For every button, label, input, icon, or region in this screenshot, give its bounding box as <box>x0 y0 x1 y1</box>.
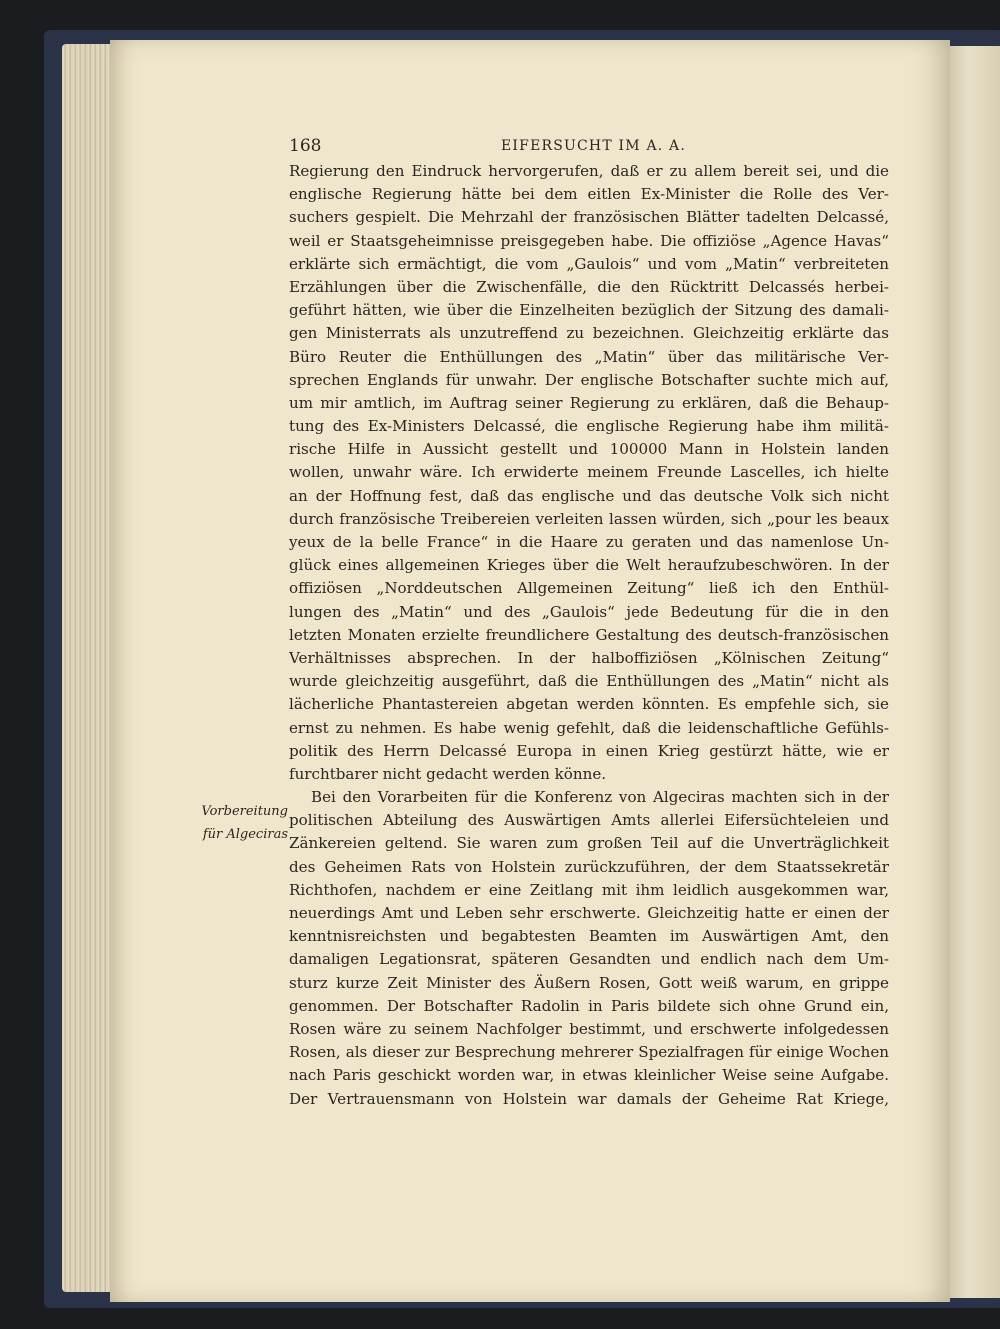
text-line: Richthofen, nachdem er eine Zeitlang mit ihm leidlich ausgekommen war, <box>289 880 889 899</box>
text-line: tung des Ex-Ministers Delcassé, die englische Regierung habe ihm militä- <box>289 417 889 436</box>
text-line: neuerdings Amt und Leben sehr erschwerte. Gleichzeitig hatte er einen der <box>289 904 889 922</box>
text-line: Büro Reuter die Enthüllungen des „Matin“ über das militärische Ver- <box>289 347 889 366</box>
text-line: sprechen Englands für unwahr. Der englische Botschafter suchte mich auf, <box>289 370 889 389</box>
text-line: nach Paris geschickt worden war, in etwas kleinlicher Weise seine Aufgabe. <box>289 1066 889 1085</box>
text-line: sturz kurze Zeit Minister des Äußern Rosen, Gott weiß warum, en grippe <box>289 973 889 992</box>
text-line: ernst zu nehmen. Es habe wenig gefehlt, daß die leidenschaftliche Gefühls- <box>289 718 889 737</box>
text-line: weil er Staatsgeheimnisse preisgegeben habe. Die offiziöse „Agence Havas“ <box>289 231 889 250</box>
text-line: um mir amtlich, im Auftrag seiner Regierung zu erklären, daß die Behaup- <box>289 393 889 412</box>
text-line: Verhältnisses absprechen. In der halboffiziösen „Kölnischen Zeitung“ <box>289 648 889 667</box>
text-line: letzten Monaten erzielte freundlichere Gestaltung des deutsch-französischen <box>289 625 889 644</box>
page-header <box>289 136 889 162</box>
margin-note-line: für Algeciras <box>202 827 288 842</box>
text-line: gen Ministerrats als unzutreffend zu bezeichnen. Gleichzeitig erklärte das <box>289 324 889 343</box>
text-line: politik des Herrn Delcassé Europa in einen Krieg gestürzt hätte, wie er <box>289 741 889 760</box>
text-line: geführt hätten, wie über die Einzelheiten bezüglich der Sitzung des damali- <box>289 301 889 320</box>
text-line: genommen. Der Botschafter Radolin in Paris bildete sich ohne Grund ein, <box>289 996 889 1015</box>
text-line: damaligen Legationsrat, späteren Gesandten und endlich nach dem Um- <box>289 950 889 969</box>
text-line: wollen, unwahr wäre. Ich erwiderte meinem Freunde Lascelles, ich hielte <box>289 463 889 482</box>
text-line: an der Hoffnung fest, daß das englische und das deutsche Volk sich nicht <box>289 486 889 505</box>
text-line: lächerliche Phantastereien abgetan werden könnten. Es empfehle sich, sie <box>289 695 889 714</box>
margin-note-line: Vorbereitung <box>201 804 288 819</box>
running-title: EIFERSUCHT IM A. A. <box>501 138 687 154</box>
body-text <box>289 160 889 1111</box>
text-line: lungen des „Matin“ und des „Gaulois“ jede Bedeutung für die in den <box>289 602 889 621</box>
margin-note <box>158 800 288 846</box>
facing-page-edge <box>948 46 1000 1298</box>
text-line: durch französische Treibereien verleiten lassen würden, sich „pour les beaux <box>289 509 889 528</box>
text-line: englische Regierung hätte bei dem eitlen Ex-Minister die Rolle des Ver- <box>289 185 889 204</box>
text-line: yeux de la belle France“ in die Haare zu geraten und das namenlose Un- <box>289 533 889 551</box>
page-number: 168 <box>289 136 322 156</box>
text-line: Regierung den Eindruck hervorgerufen, daß er zu allem bereit sei, und die <box>289 162 889 180</box>
text-line: erklärte sich ermächtigt, die vom „Gaulois“ und vom „Matin“ verbreiteten <box>289 254 889 273</box>
text-line: Zänkereien geltend. Sie waren zum großen Teil auf die Unverträglichkeit <box>289 834 889 853</box>
text-line: suchers gespielt. Die Mehrzahl der französischen Blätter tadelten Delcassé, <box>289 208 889 227</box>
text-line: Bei den Vorarbeiten für die Konferenz von Algeciras machten sich in der <box>311 788 889 807</box>
text-line: Der Vertrauensmann von Holstein war damals der Geheime Rat Kriege, <box>289 1089 889 1108</box>
text-line: offiziösen „Norddeutschen Allgemeinen Zeitung“ ließ ich den Enthül- <box>289 579 889 598</box>
text-line: wurde gleichzeitig ausgeführt, daß die Enthüllungen des „Matin“ nicht als <box>289 672 889 691</box>
text-line: furchtbarer nicht gedacht werden könne. <box>289 764 607 783</box>
text-line: des Geheimen Rats von Holstein zurückzuführen, der dem Staatssekretär <box>289 857 889 876</box>
text-line: Erzählungen über die Zwischenfälle, die den Rücktritt Delcassés herbei- <box>289 277 889 296</box>
text-line: rische Hilfe in Aussicht gestellt und 100000 Mann in Holstein landen <box>289 440 889 459</box>
text-line: politischen Abteilung des Auswärtigen Amts allerlei Eifersüchteleien und <box>289 811 889 830</box>
text-line: Rosen wäre zu seinem Nachfolger bestimmt, und erschwerte infolgedessen <box>289 1019 889 1038</box>
text-line: kenntnisreichsten und begabtesten Beamten im Auswärtigen Amt, den <box>289 927 889 946</box>
text-line: glück eines allgemeinen Krieges über die Welt heraufzubeschwören. In der <box>289 556 889 575</box>
text-line: Rosen, als dieser zur Besprechung mehrerer Spezialfragen für einige Wochen <box>289 1043 889 1062</box>
